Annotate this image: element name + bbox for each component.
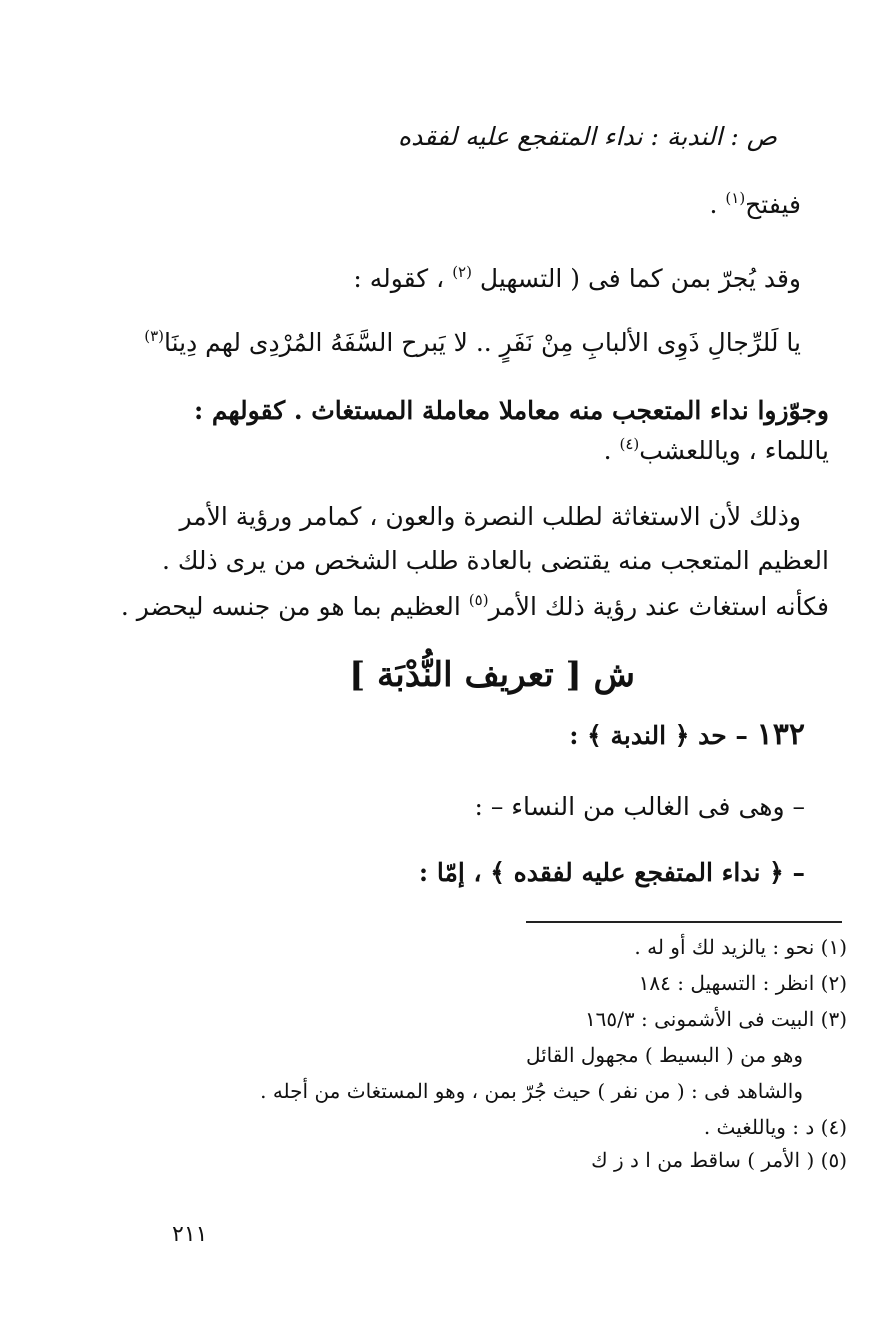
text: . xyxy=(709,190,726,219)
text: والشاهد فى : ( من نفر ) حيث جُرّ بمن ، وهو المستغاث من أجله . xyxy=(260,1079,803,1103)
text: – ﴿ نداء المتفجع عليه لفقده ﴾ ، إمّا : xyxy=(418,858,805,887)
footnote-ref[interactable]: (٢) xyxy=(452,263,472,281)
text: وقد يُجرّ بمن كما فى ( التسهيل xyxy=(471,264,801,293)
body-line xyxy=(162,544,829,578)
verse-line xyxy=(144,326,801,360)
list-item xyxy=(419,856,805,890)
text: وذلك لأن الاستغاثة لطلب النصرة والعون ، كمامر ورؤية الأمر xyxy=(179,502,801,531)
footnote xyxy=(585,1005,847,1033)
text: (١) نحو : يالزيد لك أو له . xyxy=(634,935,847,959)
footnote-ref[interactable]: (١) xyxy=(725,189,746,207)
footnote-ref[interactable]: (٣) xyxy=(144,327,164,345)
quoted-definition: ص : الندبة : نداء المتفجع عليه لفقده xyxy=(398,122,777,151)
footnote xyxy=(704,1113,847,1141)
text: – حد ﴿ الندبة ﴾ : xyxy=(569,721,748,750)
text: فيفتح xyxy=(745,190,801,219)
text: وهو من ( البسيط ) مجهول القائل xyxy=(525,1043,803,1067)
footnote xyxy=(526,1041,803,1069)
text: . xyxy=(603,436,620,465)
body-line xyxy=(179,500,801,534)
text: (٤) د : وياللغيث . xyxy=(703,1115,847,1139)
verse-text: يا لَلرِّجالِ ذَوِى الألبابِ مِنْ نَفَرٍ .. لا يَبرح السَّفَهُ المُرْدِى لهم دِينَا xyxy=(163,328,801,357)
list-item xyxy=(474,790,805,824)
section-heading xyxy=(349,652,635,698)
text: العظيم المتعجب منه يقتضى بالعادة طلب الشخص من يرى ذلك . xyxy=(161,546,829,575)
footnote xyxy=(591,1146,847,1174)
body-line xyxy=(709,188,801,222)
section-number: ١٣٢ xyxy=(756,717,805,752)
footnote xyxy=(634,933,847,961)
definition-line xyxy=(569,718,805,753)
quoted-text-line xyxy=(398,120,777,154)
footnote xyxy=(639,969,847,997)
text: العظيم بما هو من جنسه ليحضر . xyxy=(120,592,469,621)
text: (٣) البيت فى الأشمونى : ١٦٥/٣ xyxy=(584,1007,847,1031)
footnote-ref[interactable]: (٥) xyxy=(468,591,489,609)
text: ياللماء ، وياللعشب xyxy=(639,436,829,465)
text: (٥) ( الأمر ) ساقط من ا د ز ك xyxy=(591,1148,847,1172)
heading-text: ش [ تعريف النُّدْبَة ] xyxy=(349,655,635,695)
footnote-divider xyxy=(526,921,842,923)
footnote-ref[interactable]: (٤) xyxy=(619,435,640,453)
text: – وهى فى الغالب من النساء – : xyxy=(474,792,805,821)
footnote xyxy=(260,1077,803,1105)
text: فكأنه استغاث عند رؤية ذلك الأمر xyxy=(488,592,829,621)
body-line xyxy=(121,590,829,624)
text: وجوّزوا نداء المتعجب منه معاملا معاملة المستغاث . كقولهم : xyxy=(193,396,829,425)
page-number: ٢١١ xyxy=(172,1222,208,1247)
body-line xyxy=(604,434,829,468)
body-line xyxy=(194,394,829,428)
text: ، كقوله : xyxy=(353,264,453,293)
body-line xyxy=(353,262,801,296)
text: (٢) انظر : التسهيل : ١٨٤ xyxy=(638,971,847,995)
